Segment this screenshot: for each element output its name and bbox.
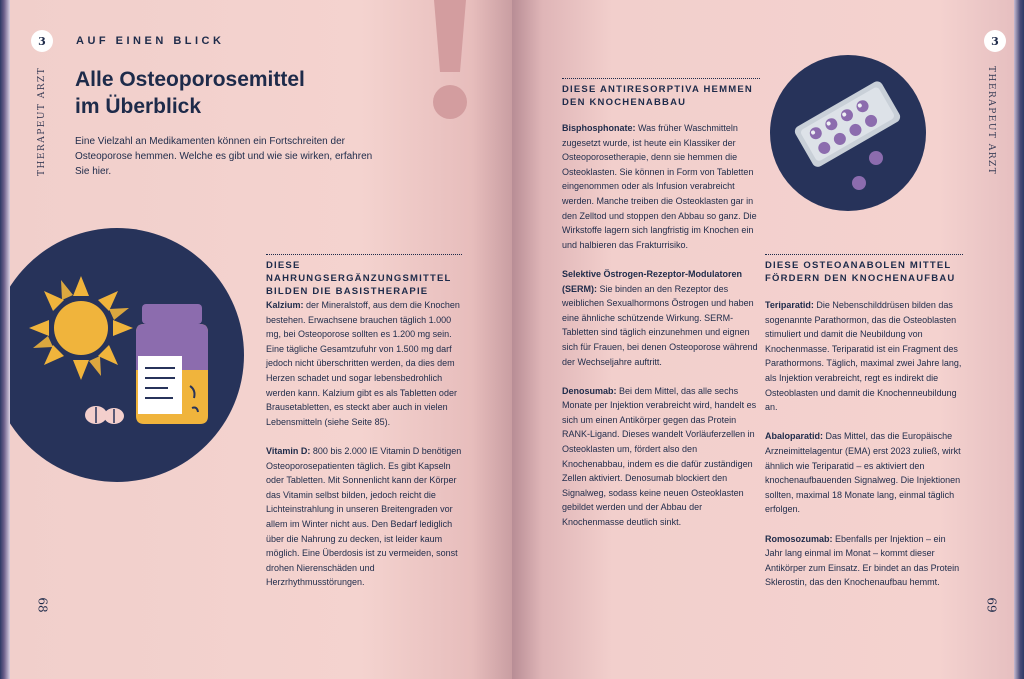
book-edge-left — [0, 0, 10, 679]
left-page — [10, 0, 512, 679]
intro-text: Eine Vielzahl an Medikamenten können ein Fortschreiten der Osteoporose hemmen. Welche es gibt und wie sie wirken, erfahren Sie hier. — [75, 136, 373, 177]
section-kicker: AUF EINEN BLICK — [76, 35, 225, 47]
osteoanabol-column — [765, 298, 965, 604]
chapter-badge-right: 3 — [984, 30, 1006, 52]
sun-icon — [29, 276, 133, 380]
page-number-right: 69 — [984, 597, 999, 613]
exclamation-icon — [428, 0, 472, 124]
antiresorptiva-column — [562, 121, 762, 544]
vitamin-d-paragraph: Vitamin D: 800 bis 2.000 IE Vitamin D benötigen Osteoporosepatienten täglich. Es gibt Kapseln oder Tabletten. Mit Sonnenlicht kann der Körper das Vitamin selbst bilden, jedoch reicht die Lichteinstrahlung in unseren Breitengraden vor allem im Winter nicht aus. Den Bedarf lediglich über die Nahrung zu decken, ist leider kaum möglich. Eine Überdosis ist zu vermeiden, sonst drohen Nierenschäden und Herzrhythmusstörungen. — [266, 445, 462, 588]
medicine-bottle-icon — [136, 304, 208, 424]
page-number-left: 68 — [35, 597, 50, 613]
vertical-running-head-right: THERAPEUT ARZT — [986, 66, 996, 176]
magazine-spread — [10, 0, 1014, 679]
section-heading-antiresorptiva: DIESE ANTIRESORPTIVA HEMMEN DEN KNOCHENABBAU — [562, 78, 760, 109]
book-edge-right — [1014, 0, 1024, 679]
blister-pack-icon — [770, 55, 926, 211]
title-line-2: im Überblick — [75, 95, 202, 118]
abaloparatid-paragraph: Abaloparatid: Das Mittel, das die Europäische Arzneimittelagentur (EMA) erst 2023 zuließ, wirkt ähnlich wie Teriparatid – es aktiviert den knochenaufbauenden Signalweg. Die Injektionen sollten, maximal 18 Monate lang, einmal täglich erfolgen. — [765, 431, 961, 515]
bisphosphonate-paragraph: Bisphosphonate: Was früher Waschmitteln zugesetzt wurde, ist heute ein Klassiker der Osteoporosetherapie, denn sie hemmen die Osteoklasten. Sie können in Form von Tabletten eingenommen oder als Infusion verabreicht werden. Manche treiben die Osteoklasten gar in den Zelltod und stoppen den Abbau so ganz. Die Wirkstoffe lagern sich langfristig im Knochen ein und halbieren das Frakturrisiko. — [562, 123, 757, 250]
title-line-1: Alle Osteoporosemittel — [75, 68, 305, 91]
page-title — [75, 66, 305, 120]
vertical-running-head: THERAPEUT ARZT — [37, 66, 47, 176]
illustration-circle — [10, 228, 244, 482]
chapter-badge: 3 — [31, 30, 53, 52]
pill-icon — [85, 406, 124, 424]
supplements-column — [266, 298, 462, 604]
section-heading-osteoanabol: DIESE OSTEOANABOLEN MITTEL FÖRDERN DEN KNOCHENAUFBAU — [765, 254, 963, 285]
teriparatid-paragraph: Teriparatid: Die Nebenschilddrüsen bilden das sogenannte Parathormon, das die Osteoblasten stimuliert und damit die Neubildung von Knochenmasse. Teriparatid ist ein Fragment des Parathormons. Täglich, maximal zwei Jahre lang, als Injektion verabreicht, regt es indirekt die Osteoblasten und damit die Knochenneubildung an. — [765, 300, 962, 413]
right-page — [512, 0, 1014, 679]
serm-paragraph: Selektive Östrogen-Rezeptor-Modulatoren (SERM): Sie binden an den Rezeptor des weiblichen Sexualhormons Östrogen und haben eine ähnliche schützende Wirkung. SERM-Tabletten sind täglich einzunehmen und eignen sich für Frauen, bei denen Osteoporose während der Wechseljahre auftritt. — [562, 268, 758, 367]
illustration-circle-right — [770, 55, 926, 211]
denosumab-paragraph: Denosumab: Bei dem Mittel, das alle sechs Monate per Injektion verabreicht wird, handelt es sich um einen Antikörper gegen das Protein RANK-Ligand. Dieses wandelt Vorläuferzellen in Osteoklasten um, fördert also den Knochenabbau, indem es die dafür zuständigen Zellen aktiviert. Denosumab blockiert den Signalweg, sodass keine neuen Osteoklasten gebildet werden und der Abbau der Knochenmasse deutlich sinkt. — [562, 385, 757, 528]
section-heading-supplements: DIESE NAHRUNGSERGÄNZUNGSMITTEL BILDEN DIE BASISTHERAPIE — [266, 254, 462, 298]
romosozumab-paragraph: Romosozumab: Ebenfalls per Injektion – ein Jahr lang einmal im Monat – kommt dieser Antikörper zum Einsatz. Er bindet an das Protein Sklerostin, das den Knochenaufbau hemmt. — [765, 533, 960, 588]
kalzium-paragraph: Kalzium: der Mineralstoff, aus dem die Knochen bestehen. Erwachsene brauchen täglich 1.000 mg, bei Osteoporose sollten es 1.200 mg sein. Eine tägliche Gesamtzufuhr von 1.500 mg darf jedoch nicht überschritten werden, da dies dem Herzen schadet und sogar lebensbedrohlich werden kann. Kalzium gibt es als Tabletten oder Brausetabletten, es steckt aber auch in vielen Lebensmitteln (siehe Seite 85). — [266, 300, 460, 427]
